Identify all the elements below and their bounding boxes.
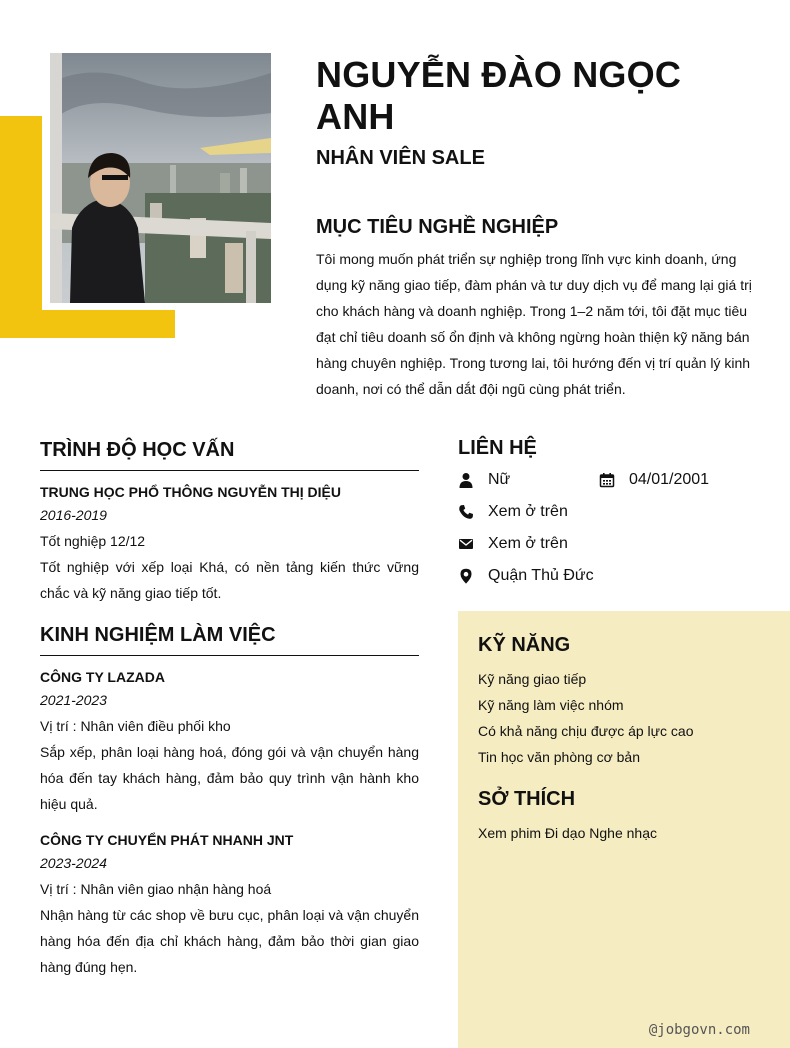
candidate-name: NGUYỄN ĐÀO NGỌC ANH [316, 54, 682, 137]
company-name: CÔNG TY CHUYỂN PHÁT NHANH JNT [40, 832, 294, 848]
experience-period: 2023-2024 [40, 855, 107, 871]
watermark: @jobgovn.com [648, 1022, 750, 1038]
job-title: NHÂN VIÊN SALE [316, 147, 485, 169]
accent-bar-horizontal [0, 310, 175, 338]
experience-description: Nhận hàng từ các shop về bưu cục, phân loại và vận chuyển hàng hóa đến địa chỉ khách hàng, đảm bảo thời gian giao hàng đúng hẹn. [40, 907, 419, 975]
experience-section [40, 624, 419, 980]
skill-item: Kỹ năng làm việc nhóm [478, 697, 624, 713]
experience-position: Vị trí : Nhân viên giao nhận hàng hoá [40, 881, 272, 897]
skills-hobbies-panel [458, 611, 790, 1048]
skill-item: Kỹ năng giao tiếp [478, 671, 587, 687]
education-description: Tốt nghiệp với xếp loại Khá, có nền tảng kiến thức vững chắc và kỹ năng giao tiếp tốt. [40, 559, 419, 601]
company-name: CÔNG TY LAZADA [40, 669, 165, 685]
experience-entry [40, 667, 419, 817]
person-icon [458, 472, 474, 488]
calendar-icon [599, 472, 615, 488]
education-result: Tốt nghiệp 12/12 [40, 533, 146, 549]
experience-heading: KINH NGHIỆM LÀM VIỆC [40, 624, 419, 656]
experience-description: Sắp xếp, phân loại hàng hoá, đóng gói và vận chuyển hàng hóa đến tay khách hàng, đảm bảo quy trình vận hành kho hiệu quả. [40, 744, 419, 812]
phone-icon [458, 504, 474, 520]
skill-item: Có khả năng chịu được áp lực cao [478, 723, 694, 739]
education-heading: TRÌNH ĐỘ HỌC VẤN [40, 439, 419, 471]
school-name: TRUNG HỌC PHỔ THÔNG NGUYỄN THỊ DIỆU [40, 484, 342, 500]
experience-position: Vị trí : Nhân viên điều phối kho [40, 718, 231, 734]
objective-heading: MỤC TIÊU NGHỀ NGHIỆP [316, 216, 559, 238]
address-value: Quận Thủ Đức [488, 567, 594, 584]
objective-text: Tôi mong muốn phát triển sự nghiệp trong lĩnh vực kinh doanh, ứng dụng kỹ năng giao tiếp, đàm phán và tư duy dịch vụ để mang lại giá trị cho khách hàng và doanh nghiệp. Trong 1–2 năm tới, tôi đặt mục tiêu đạt chỉ tiêu doanh số ổn định và không ngừng hoàn thiện kỹ năng bán hàng chuyên nghiệp. Trong tương lai, tôi hướng đến vị trí quản lý kinh doanh, nơi có thể dẫn dắt đội ngũ cùng phát triển. [316, 251, 752, 397]
contact-heading: LIÊN HỆ [458, 437, 537, 459]
gender-value: Nữ [488, 471, 511, 488]
experience-entry [40, 830, 419, 980]
profile-photo [50, 53, 271, 303]
birthdate-value: 04/01/2001 [629, 471, 710, 488]
skill-item: Tin học văn phòng cơ bản [478, 749, 640, 765]
skills-heading: KỸ NĂNG [478, 634, 571, 656]
education-section [40, 439, 419, 606]
contact-gender [458, 468, 510, 492]
mail-icon [458, 536, 474, 552]
hobbies-text: Xem phim Đi dạo Nghe nhạc [478, 825, 657, 841]
hobbies-heading: SỞ THÍCH [478, 788, 576, 810]
contact-birthdate [599, 468, 709, 492]
contact-email [458, 532, 568, 556]
phone-value: Xem ở trên [488, 503, 568, 520]
contact-phone [458, 500, 568, 524]
experience-period: 2021-2023 [40, 692, 107, 708]
location-icon [458, 568, 474, 584]
email-value: Xem ở trên [488, 535, 568, 552]
skills-list [478, 666, 694, 770]
accent-bar-vertical [0, 116, 42, 338]
education-period: 2016-2019 [40, 507, 107, 523]
contact-address [458, 564, 594, 588]
